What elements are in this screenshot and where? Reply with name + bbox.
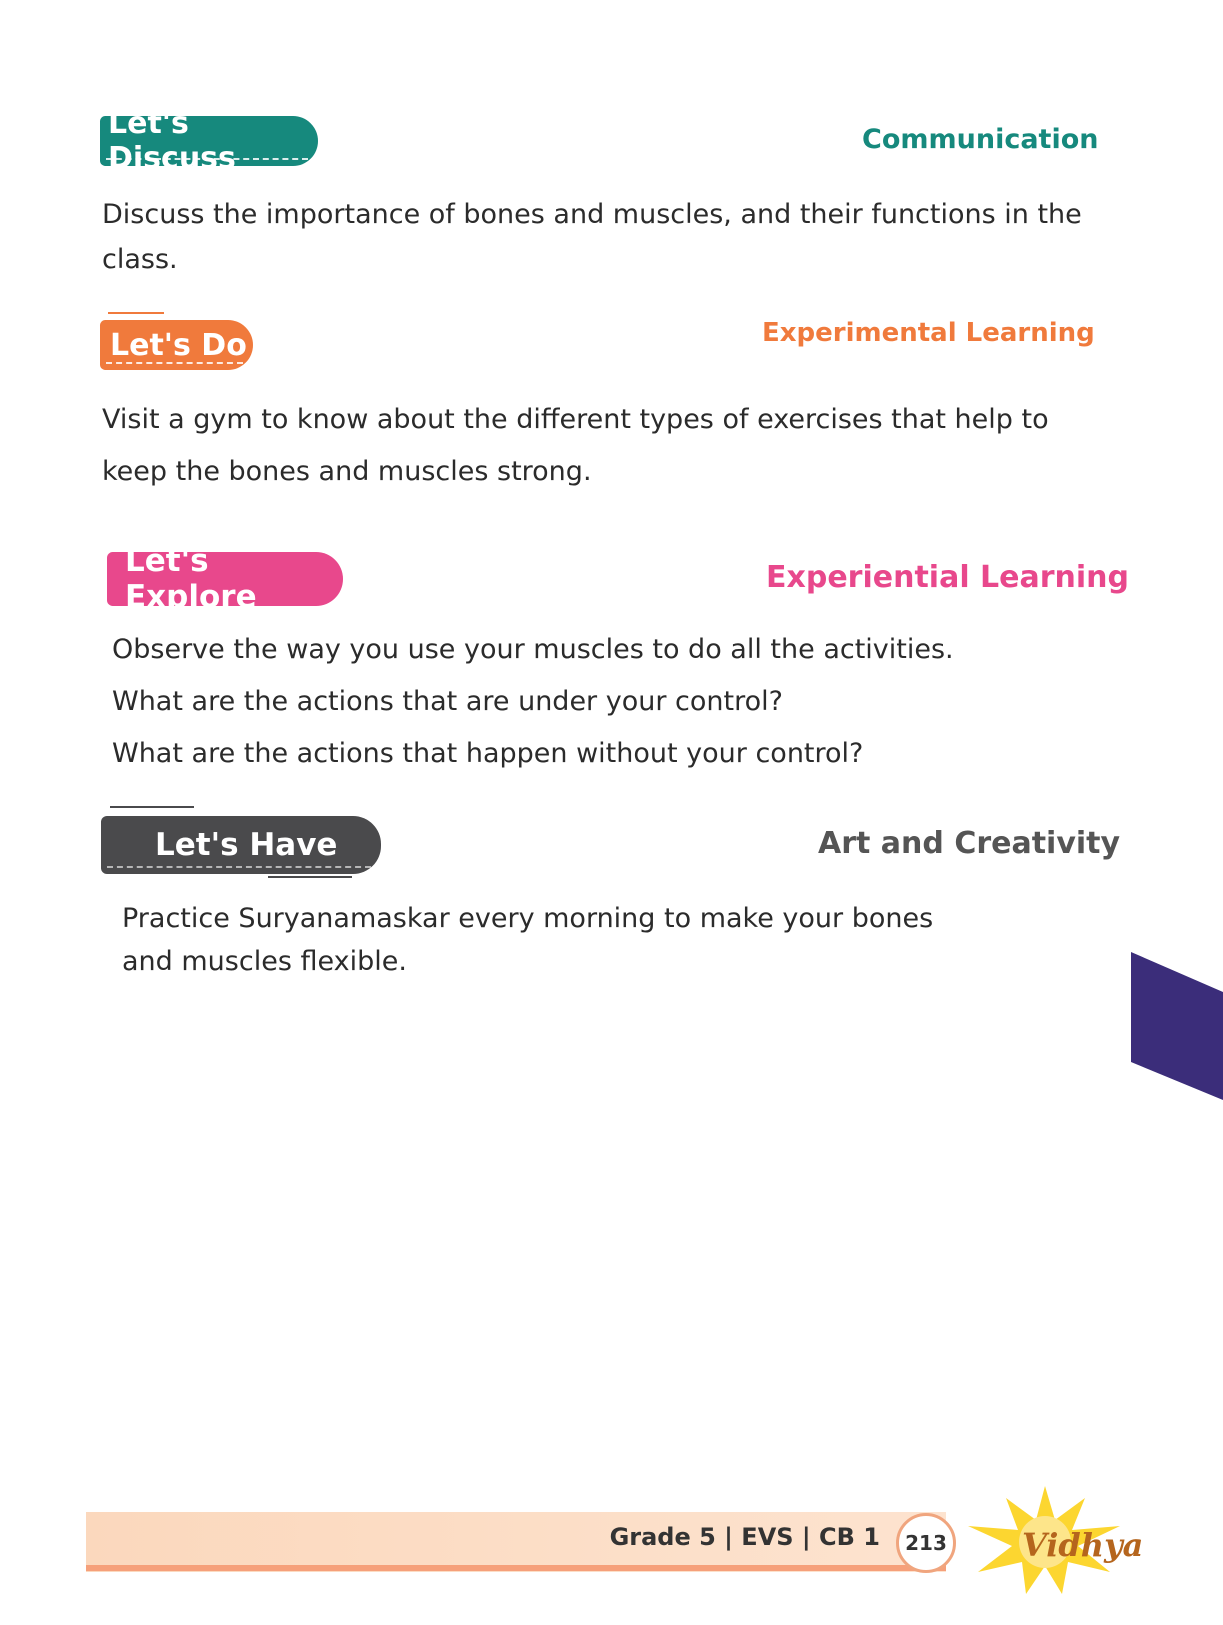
badge-label: Let's Have [155, 827, 338, 863]
badge-dash [106, 362, 243, 364]
paragraph-line: and muscles flexible. [122, 946, 407, 977]
paragraph-line: What are the actions that happen without your control? [112, 738, 864, 769]
badge-dash [106, 158, 308, 160]
lets-have-badge [101, 816, 381, 874]
paragraph-line: Visit a gym to know about the different types of exercises that help to [102, 404, 1049, 435]
explore-paragraph [112, 624, 1112, 780]
vidhya-logo [960, 1480, 1144, 1600]
paragraph-line: Observe the way you use your muscles to do all the activities. [112, 634, 954, 665]
page-number: 213 [896, 1513, 956, 1573]
do-paragraph [102, 394, 1102, 498]
have-paragraph [122, 897, 1022, 983]
paragraph-line: Discuss the importance of bones and muscles, and their functions in the [102, 199, 1082, 230]
badge-label: Let's Discuss [108, 106, 236, 176]
skill-label-art-and-creativity: Art and Creativity [818, 826, 1121, 861]
lets-discuss-badge [100, 106, 318, 176]
chapter-tab [1131, 952, 1223, 1100]
badge-label: Let's Do [110, 327, 247, 363]
svg-text:Vidhya: Vidhya [1022, 1526, 1144, 1564]
paragraph-line: Practice Suryanamaskar every morning to make your bones [122, 903, 934, 934]
footer-line [86, 1565, 946, 1571]
discuss-paragraph [102, 192, 1102, 282]
skill-label-communication: Communication [862, 124, 1099, 155]
paragraph-line: class. [102, 244, 178, 275]
skill-label-experimental-learning: Experimental Learning [762, 318, 1095, 348]
paragraph-line: keep the bones and muscles strong. [102, 456, 592, 487]
paragraph-line: What are the actions that are under your control? [112, 686, 783, 717]
badge-decoration-line [110, 806, 194, 808]
badge-decoration-line [268, 876, 352, 878]
lets-explore-badge [107, 543, 343, 615]
badge-label: Let's Explore [125, 543, 257, 615]
badge-decoration-line [108, 312, 164, 314]
badge-dash [107, 866, 371, 868]
footer-label: Grade 5 | EVS | CB 1 [609, 1523, 880, 1551]
skill-label-experiential-learning: Experiential Learning [766, 560, 1130, 595]
lets-do-badge [100, 320, 253, 370]
